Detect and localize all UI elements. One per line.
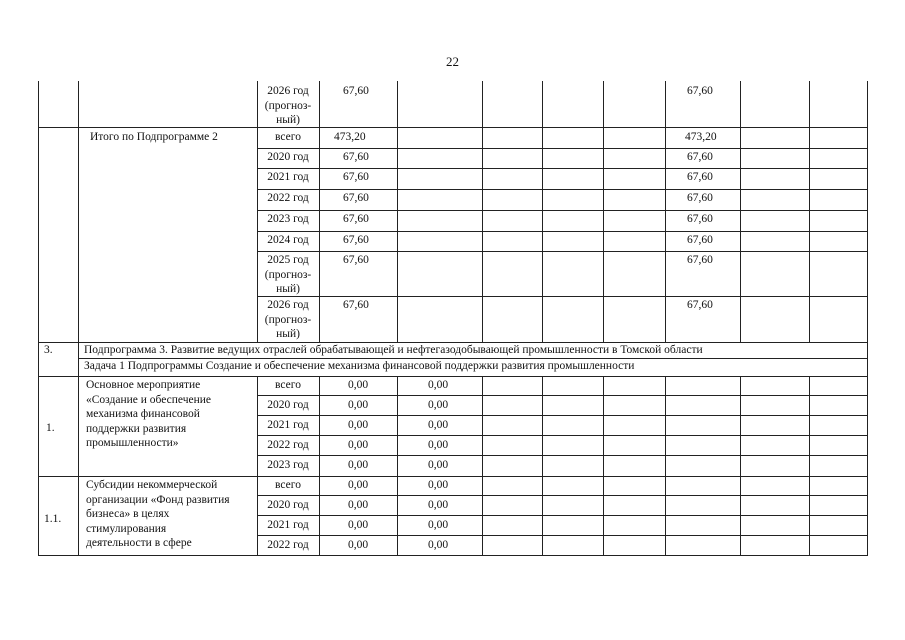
table-cell-total: 0,00 — [348, 439, 369, 451]
table-cell-year: 2020 год — [267, 151, 309, 163]
table-cell-value: 67,60 — [687, 171, 713, 183]
table-cell-federal: 0,00 — [428, 419, 449, 431]
table-cell-value: 67,60 — [687, 299, 713, 311]
table-cell-year: 2026 год (прогноз- ный) — [264, 299, 312, 340]
table-cell-year: 2023 год — [267, 459, 309, 471]
table-cell-total: 0,00 — [348, 519, 369, 531]
table-cell-total: 0,00 — [348, 499, 369, 511]
table-cell-total: 0,00 — [348, 379, 369, 391]
table-cell-year: 2020 год — [267, 499, 309, 511]
table-cell-total: 67,60 — [343, 171, 369, 183]
measure-name: Основное мероприятие «Создание и обеспечение механизма финансовой поддержки развития промышленности» — [86, 379, 211, 449]
item-number: 1. — [46, 422, 55, 434]
table-cell-total: 0,00 — [348, 399, 369, 411]
table-cell-year: 2021 год — [267, 519, 309, 531]
item-number: 1.1. — [44, 513, 62, 525]
subprogram-number: 3. — [44, 344, 53, 356]
table-cell-year: 2024 год — [267, 234, 309, 246]
table-cell-total: 67,60 — [343, 254, 369, 266]
table-cell-value: 67,60 — [687, 151, 713, 163]
table-cell-value: 67,60 — [687, 192, 713, 204]
table-cell-value: 473,20 — [685, 131, 717, 143]
table-cell-year: всего — [275, 479, 301, 491]
table-cell-total: 67,60 — [343, 234, 369, 246]
table-cell-year: 2022 год — [267, 439, 309, 451]
table-cell-year: 2023 год — [267, 213, 309, 225]
table-cell-year: всего — [275, 379, 301, 391]
table-cell-value: 67,60 — [687, 254, 713, 266]
table-cell-total: 473,20 — [334, 131, 366, 143]
page-number: 22 — [446, 54, 459, 69]
table-cell-year: 2020 год — [267, 399, 309, 411]
table-cell-year: 2026 год (прогноз- ный) — [264, 85, 312, 126]
table-cell-year: 2022 год — [267, 539, 309, 551]
table-cell-total: 0,00 — [348, 459, 369, 471]
table-cell-total: 67,60 — [343, 151, 369, 163]
table-cell-federal: 0,00 — [428, 459, 449, 471]
table-cell-federal: 0,00 — [428, 499, 449, 511]
table-cell-total: 67,60 — [343, 213, 369, 225]
table-cell-year: 2021 год — [267, 419, 309, 431]
table-cell-total: 67,60 — [343, 85, 369, 97]
table-cell-federal: 0,00 — [428, 519, 449, 531]
table-cell-value: 67,60 — [687, 213, 713, 225]
table-cell-year: 2025 год (прогноз- ный) — [264, 254, 312, 295]
subprogram-total-label: Итого по Подпрограмме 2 — [90, 131, 218, 143]
table-cell-federal: 0,00 — [428, 479, 449, 491]
table-cell-total: 67,60 — [343, 192, 369, 204]
budget-table — [38, 81, 868, 556]
table-cell-total: 0,00 — [348, 479, 369, 491]
table-cell-value: 67,60 — [687, 234, 713, 246]
task-title: Задача 1 Подпрограммы Создание и обеспечение механизма финансовой поддержки развития промышленности — [84, 360, 635, 372]
table-cell-total: 67,60 — [343, 299, 369, 311]
table-cell-year: 2021 год — [267, 171, 309, 183]
table-cell-value: 67,60 — [687, 85, 713, 97]
table-cell-year: 2022 год — [267, 192, 309, 204]
table-cell-year: всего — [275, 131, 301, 143]
table-cell-federal: 0,00 — [428, 399, 449, 411]
table-cell-federal: 0,00 — [428, 539, 449, 551]
subprogram-title: Подпрограмма 3. Развитие ведущих отраслей обрабатывающей и нефтегазодобывающей промышленности в Томской области — [84, 344, 703, 356]
table-cell-federal: 0,00 — [428, 439, 449, 451]
measure-name: Субсидии некоммерческой организации «Фонд развития бизнеса» в целях стимулирования деятельности в сфере — [86, 479, 230, 549]
table-cell-federal: 0,00 — [428, 379, 449, 391]
table-cell-total: 0,00 — [348, 419, 369, 431]
table-cell-total: 0,00 — [348, 539, 369, 551]
